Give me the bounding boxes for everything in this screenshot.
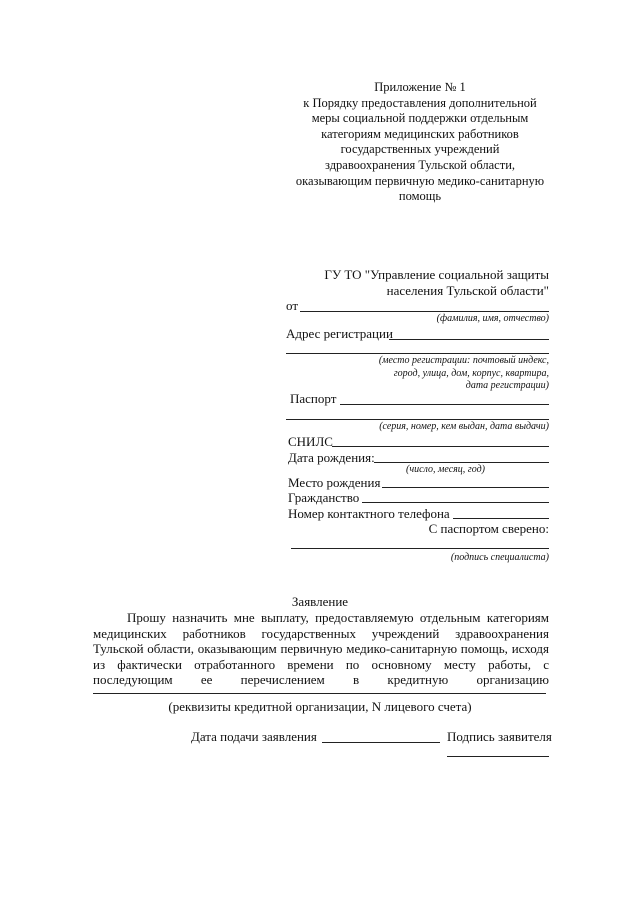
birthplace-field[interactable] [382,487,549,488]
address-hint-2: город, улица, дом, корпус, квартира, [393,368,549,379]
date-label: Дата подачи заявления [191,729,317,744]
bank-details-field[interactable] [93,693,546,694]
snils-field[interactable] [332,446,549,447]
from-hint: (фамилия, имя, отчество) [436,313,549,324]
bank-details-hint: (реквизиты кредитной организации, N лицевого счета) [168,699,472,714]
appendix-title: Приложение № 1 [374,80,466,94]
appendix-line: государственных учреждений [340,142,500,157]
passport-hint: (серия, номер, кем выдан, дата выдачи) [379,421,549,432]
address-field[interactable] [389,339,549,340]
recipient-line-2: населения Тульской области" [386,283,549,298]
birthdate-field[interactable] [374,462,549,463]
signature-label: Подпись заявителя [447,729,552,744]
statement-body [93,610,549,688]
address-hint-1: (место регистрации: почтовый индекс, [378,355,549,366]
phone-label: Номер контактного телефона [288,506,450,521]
snils-label: СНИЛС [288,434,333,449]
statement-line: Тульской области, оказывающим первичную медико-санитарную помощь, исходя [93,641,549,656]
appendix-line: здравоохранения Тульской области, [324,157,516,172]
address-field-line-2[interactable] [286,353,549,354]
applicant-signature-field[interactable] [447,756,549,757]
address-label: Адрес регистрации [286,326,393,341]
appendix-header [270,80,570,205]
citizenship-label: Гражданство [288,490,360,505]
phone-field[interactable] [453,518,549,519]
appendix-line: оказывающим первичную медико-санитарную [295,173,545,188]
birthplace-label: Место рождения [288,475,381,490]
passport-field-line-2[interactable] [286,419,549,420]
statement-line: последующим ее перечислением в кредитную организацию [93,672,549,687]
appendix-line: к Порядку предоставления дополнительной [303,95,537,110]
address-hint-3: дата регистрации) [465,380,549,391]
birthdate-label: Дата рождения: [288,450,375,465]
recipient-line-1: ГУ ТО "Управление социальной защиты [324,267,549,282]
specialist-hint: (подпись специалиста) [450,552,549,563]
passport-field[interactable] [340,404,549,405]
appendix-line: меры социальной поддержки отдельным [311,111,529,126]
statement-line: медицинских работников государственных учреждений здравоохранения [93,625,549,641]
statement-title: Заявление [291,594,349,609]
statement-line: из фактически отработанного времени по основному месту работы, с [93,656,549,672]
passport-label: Паспорт [290,391,337,406]
from-field[interactable] [300,311,549,312]
citizenship-field[interactable] [362,502,549,503]
birthdate-hint: (число, месяц, год) [406,464,485,475]
appendix-line: категориям медицинских работников [321,126,519,141]
appendix-line: помощь [398,189,442,204]
date-field[interactable] [322,742,440,743]
verified-label: С паспортом сверено: [428,521,549,536]
from-label: от [286,298,299,313]
specialist-signature-field[interactable] [291,548,549,549]
statement-line: Прошу назначить мне выплату, предоставляемую отдельным категориям [127,610,549,625]
